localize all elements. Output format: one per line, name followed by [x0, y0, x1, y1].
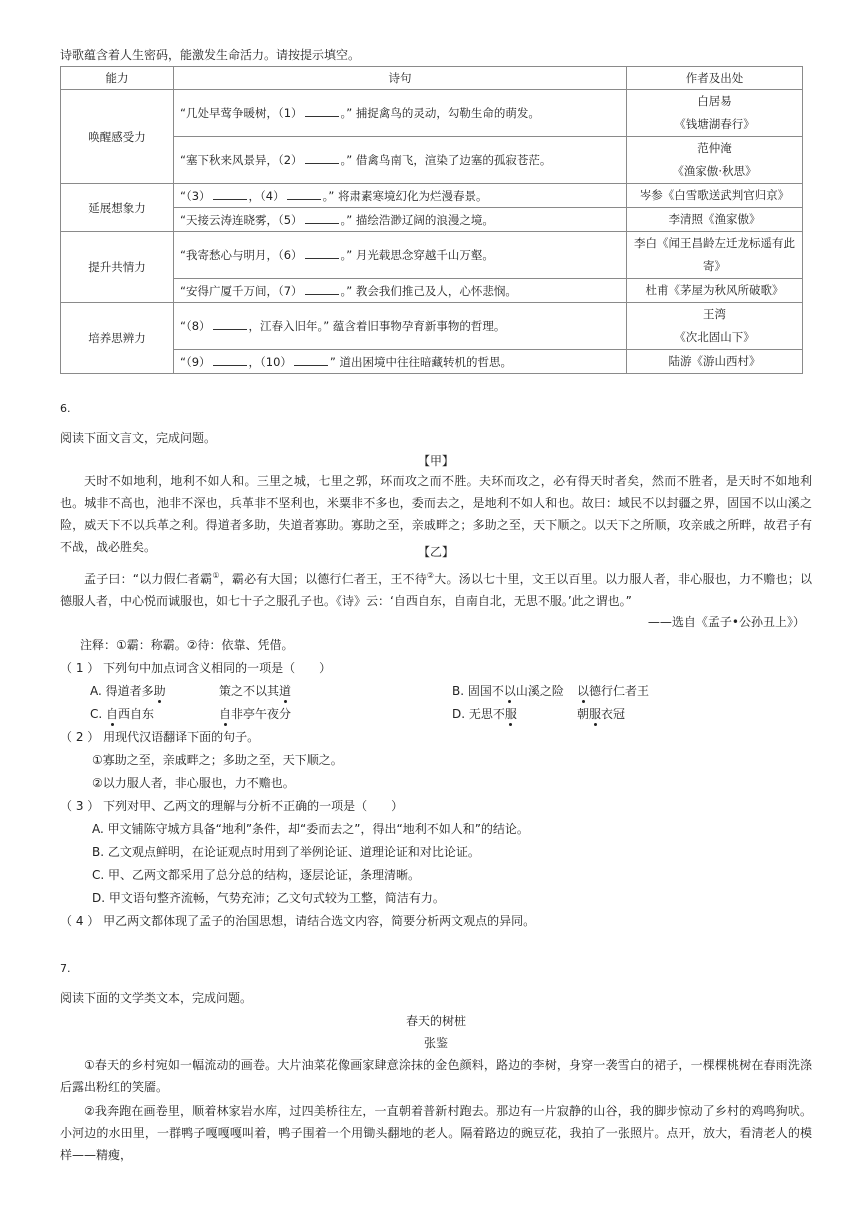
passage-yi: 孟子曰：“以力假仁者霸①，霸必有大国；以德行仁者王，王不待②大。汤以七十里，文王以百里。以力服人者，非心服也，力不赡也；以德服人者，中心悦而诚服也，如七十子之服孔子也。《诗》云：‘自西自东，自南自北，无思不服。’此之谓也。”	[60, 571, 813, 608]
poem-cell: “我寄愁心与明月，（6） 。” 月光载思念穿越千山万壑。	[174, 232, 627, 279]
fill-blank[interactable]	[213, 355, 247, 366]
option-a-compare: 策之不以其道	[219, 684, 292, 698]
source-cell: 杜甫《茅屋为秋风所破歌》	[627, 279, 803, 303]
poem-cell: “（9） ，（10） ” 道出困境中往往暗藏转机的哲思。	[174, 350, 627, 374]
fill-blank[interactable]	[294, 355, 328, 366]
poem-cell: “几处早莺争暖树，（1） 。” 捕捉禽鸟的灵动，勾勒生命的萌发。	[174, 90, 627, 137]
header-author: 作者及出处	[627, 67, 803, 90]
translate-sentence-2: ②以力服人者，非心服也，力不赡也。	[92, 776, 295, 790]
source-cell: 李白《闻王昌龄左迁龙标遥有此 寄》	[627, 232, 803, 279]
sub-question-1: （ 1 ） 下列句中加点词含义相同的一项是（ ）	[60, 661, 332, 675]
intro-text: 诗歌蕴含着人生密码，能激发生命活力。请按提示填空。	[60, 48, 361, 62]
question-prompt: 阅读下面文言文，完成问题。	[60, 431, 217, 445]
poem-cell: “安得广厦千万间，（7） 。” 教会我们推己及人，心怀悲悯。	[174, 279, 627, 303]
option-b[interactable]: B. 固国不以山溪之险	[452, 684, 564, 698]
fill-blank[interactable]	[213, 189, 247, 200]
source-cell: 陆游《游山西村》	[627, 350, 803, 374]
poem-cell: “塞下秋来风景异，（2） 。” 借禽鸟南飞，渲染了边塞的孤寂苍茫。	[174, 137, 627, 184]
header-ability: 能力	[61, 67, 174, 90]
passage-jia: 天时不如地利，地利不如人和。三里之城，七里之郭，环而攻之而不胜。夫环而攻之，必有得天时者矣，然而不胜者，是天时不如地利也。城非不高也，池非不深也，兵革非不坚利也，米粟非不多也，委而去之，是地利不如人和也。故曰：域民不以封疆之界，固国不以山溪之险，威天下不以兵革之利。得道者多助，失道者寡助。寡助之至，亲戚畔之；多助之至，天下顺之。以天下之所顺，攻亲戚之所畔，故君子有不战，战必胜矣。	[60, 474, 812, 554]
table-row	[61, 184, 803, 208]
fill-blank[interactable]	[287, 189, 321, 200]
source-cell: 岑参《白雪歌送武判官归京》	[627, 184, 803, 208]
poem-cell: “（8） ，江春入旧年。” 蕴含着旧事物孕育新事物的哲理。	[174, 303, 627, 350]
poem-cell: “（3） ，（4） 。” 将肃素寒境幻化为烂漫春景。	[174, 184, 627, 208]
source-cell: 王湾 《次北固山下》	[627, 303, 803, 350]
option-b-compare: 以德行仁者王	[577, 684, 650, 698]
question-prompt: 阅读下面的文学类文本，完成问题。	[60, 991, 253, 1005]
option-c[interactable]: C. 甲、乙两文都采用了总分总的结构，逐层论证，条理清晰。	[92, 868, 421, 882]
header-poem: 诗句	[174, 67, 627, 90]
poem-cell: “天接云涛连晓雾，（5） 。” 描绘浩渺辽阔的浪漫之境。	[174, 208, 627, 232]
notes: 注释：①霸：称霸。②待：依靠、凭借。	[80, 638, 294, 652]
passage-source: ——选自《孟子•公孙丑上》）	[647, 615, 805, 629]
article-title: 春天的树桩	[405, 1014, 466, 1028]
article-paragraph-1: ①春天的乡村宛如一幅流动的画卷。大片油菜花像画家肆意涂抹的金色颜料，路边的李树，身穿一袭雪白的裙子，一棵棵桃树在春雨洗涤后露出粉红的笑靥。	[60, 1058, 812, 1094]
fill-blank[interactable]	[305, 106, 339, 117]
option-c-compare: 自非亭午夜分	[219, 707, 292, 721]
table-row	[61, 303, 803, 350]
passage-label-jia: 【甲】	[417, 454, 454, 468]
article-author: 张鉴	[423, 1036, 448, 1050]
sub-question-3: （ 3 ） 下列对甲、乙两文的理解与分析不正确的一项是（ ）	[60, 799, 404, 813]
article-paragraph-2: ②我奔跑在画卷里，顺着林家岩水库，过四美桥往左，一直朝着普新村跑去。那边有一片寂静的山谷，我的脚步惊动了乡村的鸡鸣狗吠。小河边的水田里，一群鸭子嘎嘎嘎叫着，鸭子围着一个用锄头翻地的老人。隔着路边的豌豆花，我拍了一张照片。点开，放大，看清老人的模样——精瘦，	[60, 1104, 812, 1162]
option-a[interactable]: A. 甲文铺陈守城方具备“地利”条件，却“委而去之”，得出“地利不如人和”的结论。	[92, 822, 529, 836]
category-cell: 培养思辨力	[61, 303, 174, 374]
table-row	[61, 90, 803, 137]
category-cell: 提升共情力	[61, 232, 174, 303]
category-cell: 延展想象力	[61, 184, 174, 232]
fill-blank[interactable]	[305, 284, 339, 295]
fill-blank[interactable]	[213, 319, 247, 330]
category-cell: 唤醒感受力	[61, 90, 174, 184]
fill-blank[interactable]	[305, 248, 339, 259]
source-cell: 李清照《渔家傲》	[627, 208, 803, 232]
option-a[interactable]: A. 得道者多助	[90, 684, 166, 698]
table-row	[61, 232, 803, 279]
translate-sentence-1: ①寡助之至，亲戚畔之；多助之至，天下顺之。	[92, 753, 343, 767]
option-c[interactable]: C. 自西自东	[90, 707, 155, 721]
source-cell: 白居易 《钱塘湖春行》	[627, 90, 803, 137]
source-cell: 范仲淹 《渔家傲·秋思》	[627, 137, 803, 184]
option-d-compare: 朝服衣冠	[577, 707, 626, 721]
question-number: 6.	[60, 402, 71, 415]
question-number: 7.	[60, 962, 71, 975]
sub-question-4: （ 4 ） 甲乙两文都体现了孟子的治国思想，请结合选文内容，简要分析两文观点的异同。	[60, 914, 536, 928]
sub-question-2: （ 2 ） 用现代汉语翻译下面的句子。	[60, 730, 260, 744]
option-d[interactable]: D. 无思不服	[452, 707, 517, 721]
option-b[interactable]: B. 乙文观点鲜明，在论证观点时用到了举例论证、道理论证和对比论证。	[92, 845, 480, 859]
table-header-row	[61, 67, 803, 90]
option-d[interactable]: D. 甲文语句整齐流畅，气势充沛；乙文句式较为工整，简洁有力。	[92, 891, 445, 905]
fill-blank[interactable]	[305, 213, 339, 224]
poem-table	[60, 66, 803, 374]
passage-label-yi: 【乙】	[417, 545, 454, 559]
fill-blank[interactable]	[305, 153, 339, 164]
